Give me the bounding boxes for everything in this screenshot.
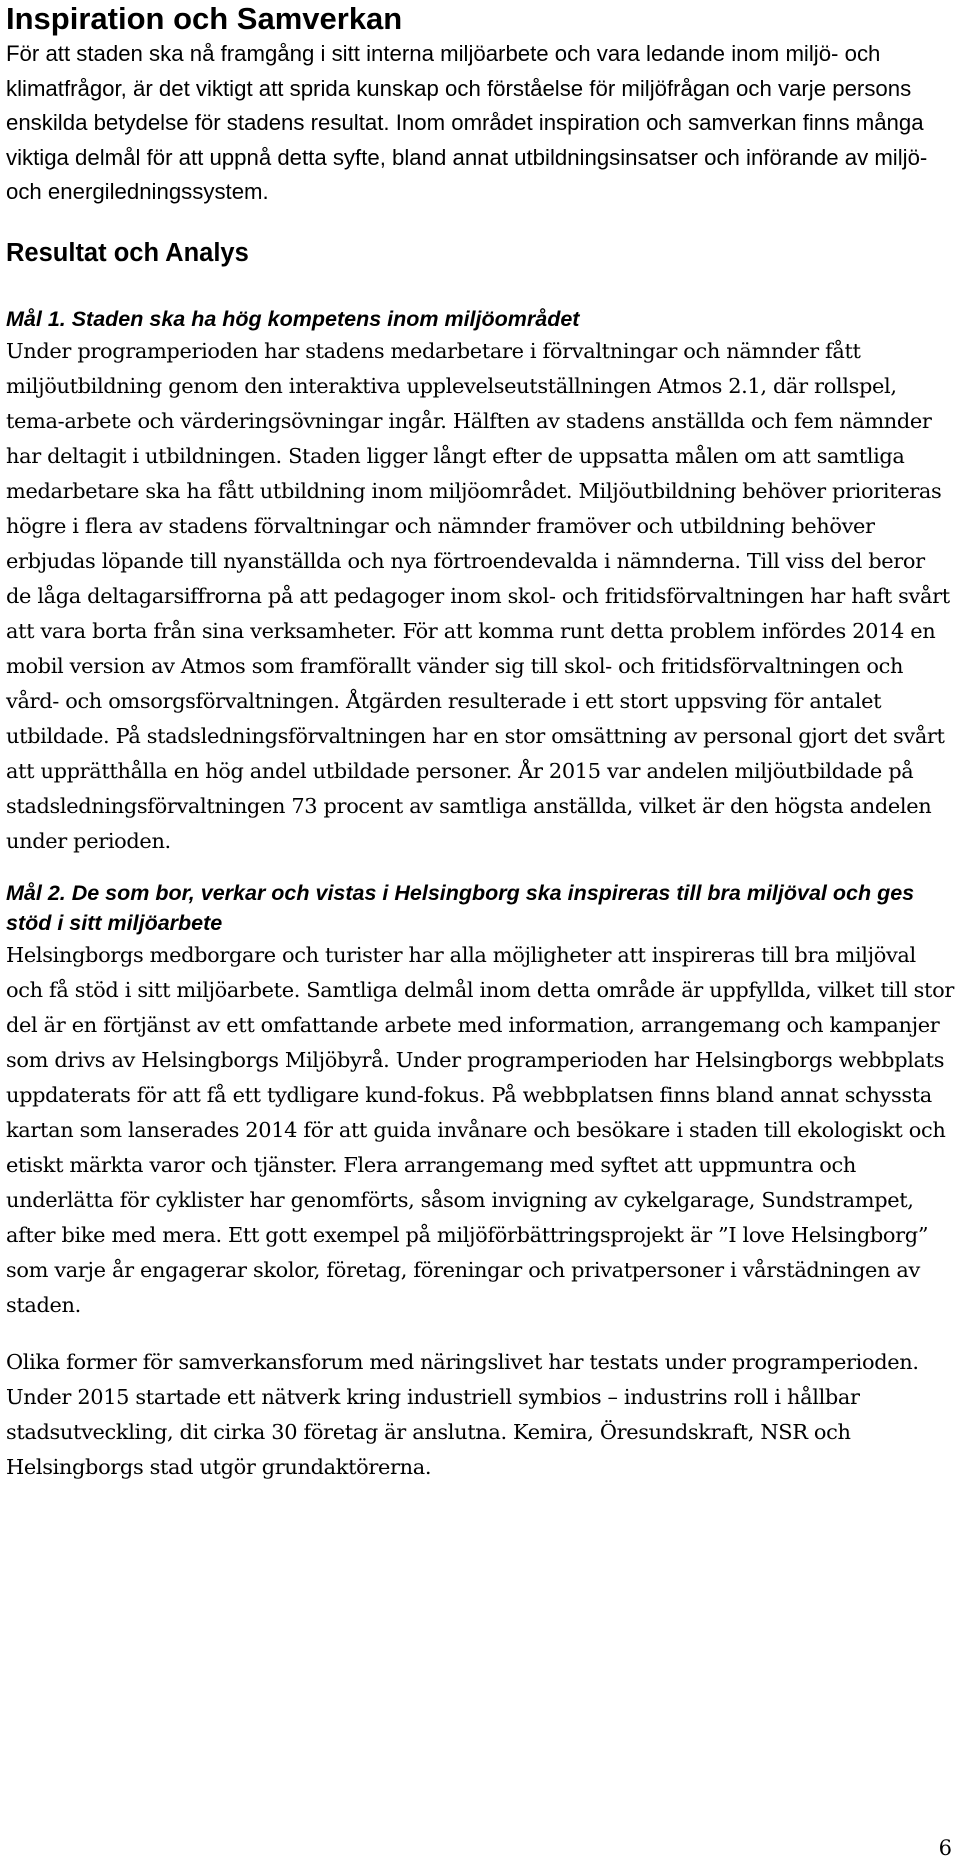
goal-2-paragraph-2: Olika former för samverkansforum med näringslivet har testats under programperioden. Under 2015 startade ett nätverk kring industriell symbios – industrins roll i hållbar stadsutveckling, dit cirka 30 företag är anslutna. Kemira, Öresundskraft, NSR och Helsingborgs stad utgör grundaktörerna. [6,1349,919,1479]
intro-paragraph: För att staden ska nå framgång i sitt interna miljöarbete och vara ledande inom miljö- och klimatfrågor, är det viktigt att sprida kunskap och förståelse för miljöfrågan och varje persons enskilda betydelse för stadens resultat. Inom området inspiration och samverkan finns många viktiga delmål för att uppnå detta syfte, bland annat utbildningsinsatser och införande av miljö- och energiledningssystem. [6,41,928,204]
results-heading: Resultat och Analys [6,238,249,267]
section-title: Inspiration och Samverkan [6,1,403,36]
goal-1-paragraph: Under programperioden har stadens medarbetare i förvaltningar och nämnder fått miljöutbildning genom den interaktiva upplevelseutställningen Atmos 2.1, där rollspel, tema-arbete och värderingsövningar ingår. Hälften av stadens anställda och fem nämnder har deltagit i utbildningen. Staden ligger långt efter de uppsatta målen om att samtliga medarbetare ska ha fått utbildning inom miljöområdet. Miljöutbildning behöver prioriteras högre i flera av stadens förvaltningar och nämnder framöver och utbildning behöver erbjudas löpande till nyanställda och nya förtroendevalda i nämnderna. Till viss del beror de låga deltagarsiffrorna på att pedagoger inom skol- och fritidsförvaltningen har haft svårt att vara borta från sina verksamheter. För att komma runt detta problem infördes 2014 en mobil version av Atmos som framförallt vänder sig till skol- och fritidsförvaltningen och vård- och omsorgsförvaltningen. Åtgärden resulterade i ett stort uppsving för antalet utbildade. På stadsledningsförvaltningen har en stor omsättning av personal gjort det svårt att upprätthålla en hög andel utbildade personer. År 2015 var andelen miljöutbildade på stadsledningsförvaltningen 73 procent av samtliga anställda, vilket är den högsta andelen under perioden. [6,338,950,853]
page-number: 6 [938,1836,952,1860]
goal-2-heading: Mål 2. De som bor, verkar och vistas i Helsingborg ska inspireras till bra miljöval och ges stöd i sitt miljöarbete [6,880,915,935]
goal-1-heading: Mål 1. Staden ska ha hög kompetens inom miljöområdet [6,306,580,331]
page-content [6,0,954,1485]
goal-2-paragraph: Helsingborgs medborgare och turister har alla möjligheter att inspireras till bra miljöval och få stöd i sitt miljöarbete. Samtliga delmål inom detta område är uppfyllda, vilket till stor del är en förtjänst av ett omfattande arbete med information, arrangemang och kampanjer som drivs av Helsingborgs Miljöbyrå. Under programperioden har Helsingborgs webbplats uppdaterats för att få ett tydligare kund-fokus. På webbplatsen finns bland annat schyssta kartan som lanserades 2014 för att guida invånare och besökare i staden till ekologiskt och etiskt märkta varor och tjänster. Flera arrangemang med syftet att uppmuntra och underlätta för cyklister har genomförts, såsom invigning av cykelgarage, Sundstrampet, after bike med mera. Ett gott exempel på miljöförbättringsprojekt är ”I love Helsingborg” som varje år engagerar skolor, företag, föreningar och privatpersoner i vårstädningen av staden. [6,942,954,1317]
